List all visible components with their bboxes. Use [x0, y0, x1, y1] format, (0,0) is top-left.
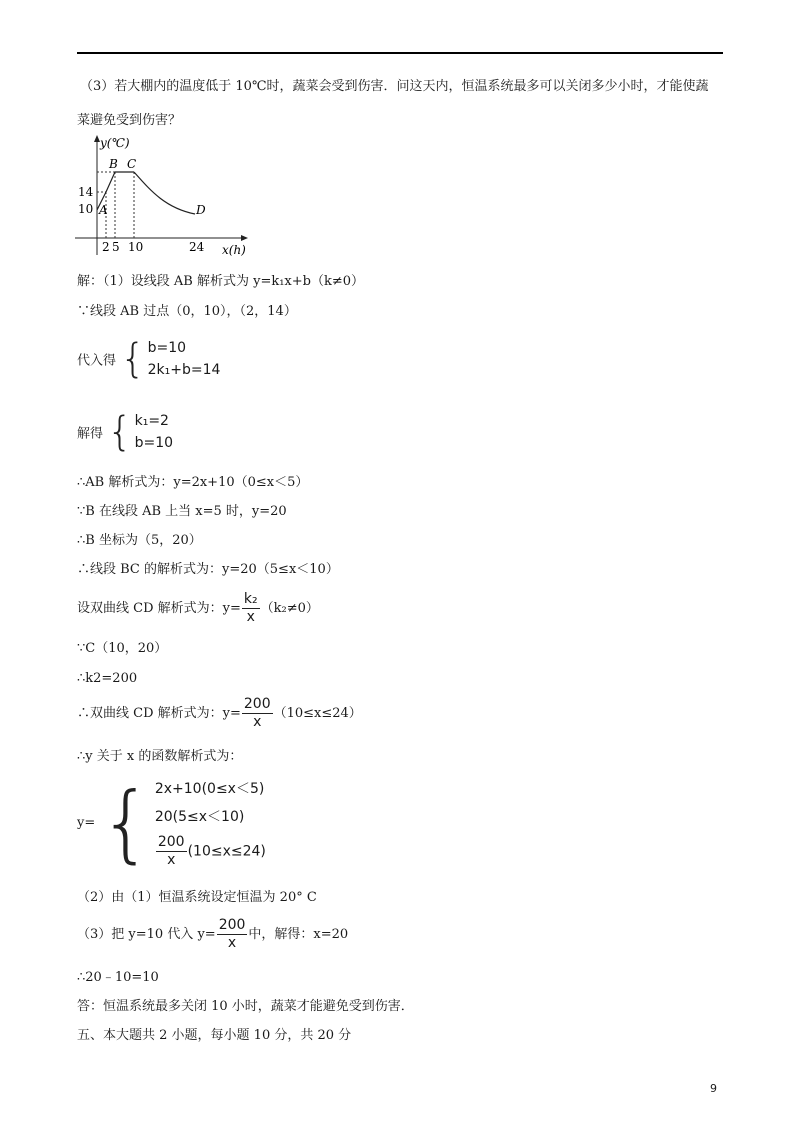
point-d: D: [196, 203, 206, 217]
x-axis-label: x(h): [222, 243, 246, 257]
solution-line-6: ∴线段 BC 的解析式为：y=20（5≤x＜10）: [77, 562, 339, 577]
solution-line-8: ∵C（10，20）: [77, 641, 168, 656]
sub-eq-1: b=10: [147, 340, 187, 356]
point-b: B: [109, 157, 118, 171]
l13-prefix: （3）把 y=10 代入 y=: [77, 927, 216, 942]
solution-line-5: ∴B 坐标为（5，20）: [77, 533, 202, 548]
l10-suffix: （10≤x≤24）: [273, 706, 362, 721]
curve-cd: [134, 172, 195, 214]
piece-2: 20(5≤x＜10): [154, 809, 245, 826]
l7-prefix: 设双曲线 CD 解析式为：y=: [77, 601, 241, 616]
fraction-k2-x: [242, 592, 260, 625]
solve-eq-1: k₁=2: [134, 413, 169, 429]
point-a: A: [99, 203, 108, 217]
y-tick-10: 10: [78, 202, 94, 216]
left-brace: {: [120, 336, 146, 382]
fraction-denominator: x: [246, 609, 255, 625]
fraction-numerator: 200: [218, 917, 246, 933]
solution-line-3: ∴AB 解析式为：y=2x+10（0≤x＜5）: [77, 475, 309, 490]
piece-3-domain: (10≤x≤24): [187, 843, 266, 860]
x-tick-5: 5: [112, 240, 120, 254]
sub-eq-2: 2k₁+b=14: [147, 362, 221, 378]
x-tick-24: 24: [189, 240, 205, 254]
l10-prefix: ∴双曲线 CD 解析式为：y=: [77, 706, 241, 721]
page-number: 9: [710, 1082, 717, 1095]
solution-line-11: ∴y 关于 x 的函数解析式为：: [77, 749, 243, 764]
solution-line-12: （2）由（1）恒温系统设定恒温为 20° C: [77, 890, 317, 905]
substitution-prefix: 代入得: [77, 353, 117, 369]
solution-line-9: ∴k2=200: [77, 671, 138, 686]
problem-part3-line2: 菜避免受到伤害？: [77, 113, 182, 128]
fraction-200-x: [242, 697, 273, 730]
piece-3: [155, 835, 266, 868]
problem-part3-line1: （3）若大棚内的温度低于 10℃时，蔬菜会受到伤害．问这天内，恒温系统最多可以关闭多少小时，才能使蔬: [80, 79, 709, 94]
fraction-numerator: 200: [243, 696, 271, 712]
left-brace: {: [99, 774, 153, 872]
fraction-denominator: x: [253, 714, 262, 730]
l13-suffix: 中，解得：x=20: [248, 927, 349, 942]
piece-1: 2x+10(0≤x＜5): [154, 781, 265, 798]
point-c: C: [127, 157, 137, 171]
x-tick-10: 10: [128, 240, 144, 254]
section-heading: 五、本大题共 2 小题，每小题 10 分，共 20 分: [77, 1028, 352, 1043]
y-axis-label: y(℃): [100, 136, 130, 150]
piecewise-prefix: y=: [77, 815, 96, 831]
x-tick-2: 2: [102, 240, 110, 254]
solution-line-1: 解：（1）设线段 AB 解析式为 y=k₁x+b（k≠0）: [77, 274, 365, 289]
piecewise-function: [77, 776, 266, 870]
fraction-200-x: [217, 918, 248, 951]
answer-line: 答：恒温系统最多关闭 10 小时，蔬菜才能避免受到伤害．: [77, 999, 414, 1014]
solution-line-10: [77, 697, 362, 730]
left-brace: {: [107, 409, 133, 455]
solution-system: [77, 410, 173, 454]
fraction-numerator: 200: [157, 833, 185, 850]
x-axis-arrow: [241, 235, 248, 241]
temperature-graph: [70, 130, 260, 260]
fraction-numerator: k₂: [243, 591, 258, 607]
fraction-200-x: [156, 835, 187, 868]
solve-eq-2: b=10: [134, 435, 174, 451]
substitution-system: [77, 337, 220, 381]
solution-line-13: [77, 918, 348, 951]
header-rule: [77, 52, 723, 54]
solve-prefix: 解得: [77, 426, 104, 442]
solution-line-2: ∵线段 AB 过点（0，10），（2，14）: [77, 304, 297, 319]
y-tick-14: 14: [78, 185, 94, 199]
solution-line-4: ∵B 在线段 AB 上当 x=5 时，y=20: [77, 504, 287, 519]
fraction-denominator: x: [167, 851, 176, 868]
solution-line-14: ∴20﹣10=10: [77, 970, 159, 985]
fraction-denominator: x: [227, 935, 237, 951]
l7-suffix: （k₂≠0）: [260, 601, 319, 616]
solution-line-7: [77, 592, 319, 625]
